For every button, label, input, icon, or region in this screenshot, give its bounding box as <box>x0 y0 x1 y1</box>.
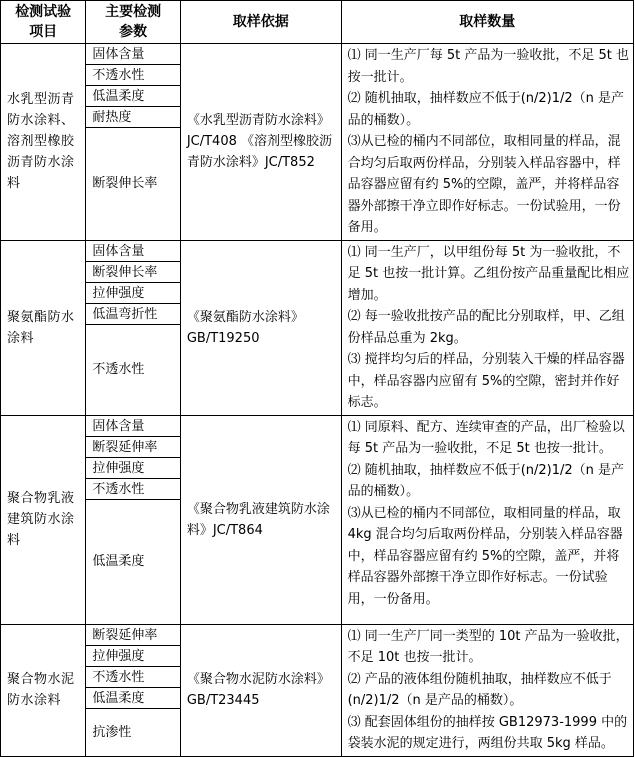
quantity-clause: ⑶从已检的桶内不同部位，取相同量的样品，混合均匀后取两份样品，分别装入样品容器中，样品容器应留有约 5%的空隙，盖严，并将样品容器外部擦干净立即作好标志。一份试验用，一份备用。 <box>347 134 621 235</box>
quantity-clause: ⑵ 随机抽取，抽样数应不低于(n/2)1/2（n 是产品的桶数）。 <box>347 91 625 128</box>
param: 抗渗性 <box>92 724 132 740</box>
param: 拉伸强度 <box>86 283 179 304</box>
sampling-quantity <box>341 624 633 756</box>
param-list <box>86 240 180 415</box>
quantity-clause: ⑶ 搅拌均匀后的样品，分别装入干燥的样品容器中，样品容器内应留有 5%的空隙，密封并作好标志。 <box>347 352 625 410</box>
param: 低温柔度 <box>86 688 179 709</box>
quantity-clause: ⑴ 同原料、配方、连续审查的产品，出厂检验以每 5t 产品为一验收批，不足 5t 也按一批计。 <box>347 419 625 456</box>
quantity-clause: ⑴ 同一生产厂，以甲组份每 5t 为一验收批，不足 5t 也按一批计算。乙组份按产品重量配比相应增加。 <box>347 244 630 303</box>
param: 不透水性 <box>86 479 179 500</box>
test-item: 水乳型沥青防水涂料、溶剂型橡胶沥青防水涂料 <box>1 44 86 241</box>
sampling-basis: 《水乳型沥青防水涂料》JC/T408 《溶剂型橡胶沥青防水涂料》JC/T852 <box>180 44 341 241</box>
test-item: 聚合物水泥防水涂料 <box>1 624 86 756</box>
quantity-clause: ⑶ 配套固体组份的抽样按 GB12973-1999 中的袋装水泥的规定进行，两组份共取 5kg 样品。 <box>347 714 628 751</box>
header-test-item: 检测试验项目 <box>1 1 86 44</box>
param: 耐热度 <box>86 107 179 128</box>
table-row <box>1 240 634 415</box>
param: 不透水性 <box>92 362 145 377</box>
quantity-clause: ⑵ 随机抽取，抽样数应不低于(n/2)1/2（n 是产品的桶数）。 <box>347 462 625 499</box>
test-item: 聚合物乳液建筑防水涂料 <box>1 415 86 624</box>
param-list <box>86 415 180 624</box>
param-list <box>86 624 180 756</box>
param: 固体含量 <box>86 241 179 262</box>
header-row <box>1 1 634 44</box>
sampling-basis: 《聚合物乳液建筑防水涂料》JC/T864 <box>180 415 341 624</box>
param-list <box>86 44 180 241</box>
test-item: 聚氨酯防水涂料 <box>1 240 86 415</box>
param: 断裂伸长率 <box>92 176 158 192</box>
param: 断裂延伸率 <box>86 437 179 458</box>
table-row <box>1 624 634 756</box>
param: 低温弯折性 <box>86 304 179 325</box>
sampling-quantity <box>341 240 633 415</box>
header-main-params: 主要检测参数 <box>86 1 180 44</box>
param: 低温柔度 <box>86 86 179 107</box>
header-sampling-basis: 取样依据 <box>180 1 341 44</box>
quantity-clause: ⑴ 同一生产厂同一类型的 10t 产品为一验收批，不足 10t 也按一批计。 <box>347 628 629 665</box>
header-sampling-quantity: 取样数量 <box>341 1 633 44</box>
sampling-quantity <box>341 44 633 241</box>
param: 拉伸强度 <box>86 646 179 667</box>
param: 低温柔度 <box>92 554 145 569</box>
param: 断裂延伸率 <box>86 625 179 646</box>
quantity-clause: ⑵ 每一验收批按产品的配比分别取样，甲、乙组份样品总重为 2kg。 <box>347 309 625 346</box>
quantity-clause: ⑵ 产品的液体组份随机抽取，抽样数应不低于(n/2)1/2（n 是产品的桶数）。 <box>347 671 612 708</box>
param: 不透水性 <box>86 667 179 688</box>
sampling-basis: 《聚合物水泥防水涂料》GB/T23445 <box>180 624 341 756</box>
param: 拉伸强度 <box>86 458 179 479</box>
param: 固体含量 <box>86 416 179 437</box>
table-row <box>1 415 634 624</box>
quantity-clause: ⑴ 同一生产厂每 5t 产品为一验收批，不足 5t 也按一批计。 <box>347 48 629 85</box>
sampling-basis: 《聚氨酯防水涂料》GB/T19250 <box>180 240 341 415</box>
param: 断裂伸长率 <box>86 262 179 283</box>
quantity-clause: ⑶从已检的桶内不同部位，取相同量的样品，取 4kg 混合均匀后取两份样品，分别装入样品容器中，样品容器应留有约 5%的空隙，盖严，并将样品容器外部擦干净立即作好标志。一份试验用，一份备用。 <box>347 505 623 607</box>
param: 固体含量 <box>86 44 179 65</box>
sampling-quantity <box>341 415 633 624</box>
param: 不透水性 <box>86 65 179 86</box>
table-row <box>1 44 634 241</box>
